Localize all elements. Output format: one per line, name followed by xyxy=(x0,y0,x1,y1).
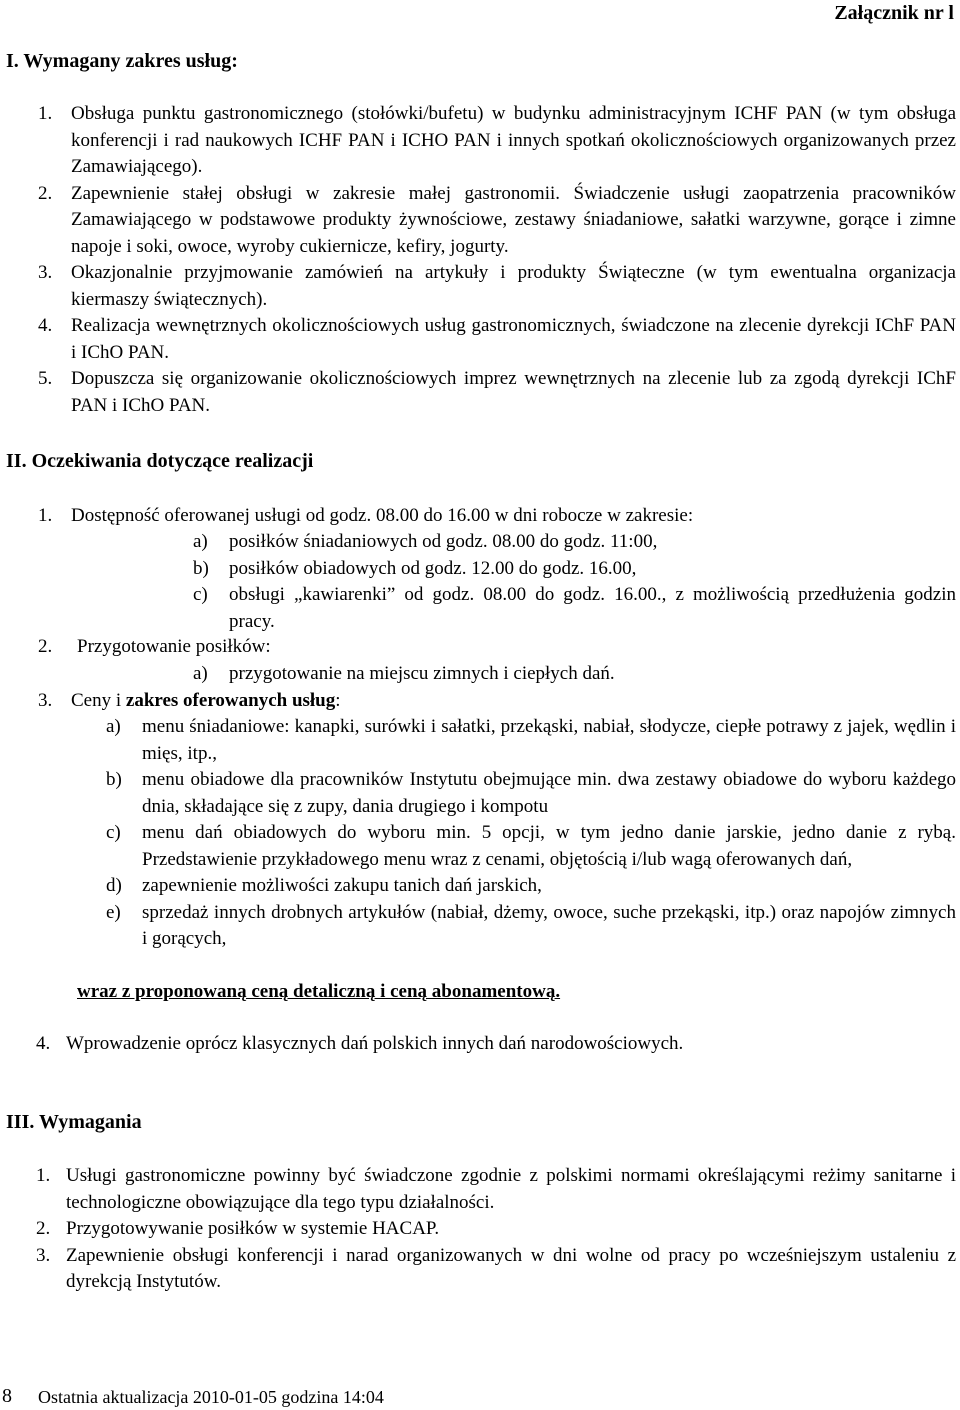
sub-text: menu dań obiadowych do wyboru min. 5 opcji, w tym jedno danie jarskie, jedno danie z rybą. Przedstawienie przykładowego menu wraz z cenami, objętością i/lub wagą oferowanych dań, xyxy=(142,822,956,870)
list-item xyxy=(38,313,956,366)
sub-text: menu śniadaniowe: kanapki, surówki i sałatki, przekąski, nabiał, słodycze, ciepłe potrawy z jajek, wędlin i mięs, itp., xyxy=(142,716,956,764)
item-text: Wprowadzenie oprócz klasycznych dań polskich innych dań narodowościowych. xyxy=(66,1033,684,1054)
sub-label: a) xyxy=(106,716,121,737)
s2-item-1 xyxy=(38,503,956,530)
sub-item xyxy=(106,714,956,767)
item-text: Przygotowanie posiłków: xyxy=(77,636,271,657)
item-text: Dopuszcza się organizowanie okolicznościowych imprez wewnętrznych na zlecenie lub za zgodą dyrekcji IChF PAN i IChO PAN. xyxy=(71,368,956,416)
s2-item-3-sublist xyxy=(106,714,956,953)
sub-label: e) xyxy=(106,901,121,923)
item-text: Obsługa punktu gastronomicznego (stołówki/bufetu) w budynku administracyjnym ICHF PAN (w tym obsługa konferencji i rad naukowych ICHF PAN i ICHO PAN i innych spotkań okolicznościowych organizowanych przez Zamawiającego). xyxy=(71,103,956,177)
section-3-heading: III. Wymagania xyxy=(6,1111,142,1133)
item-text: Usługi gastronomiczne powinny być świadczone zgodnie z polskimi normami określającymi reżimy sanitarne i technologiczne obowiązujące dla tego typu działalności. xyxy=(66,1165,956,1213)
section-1-list xyxy=(38,101,956,419)
list-item xyxy=(36,1163,956,1216)
item-number: 3. xyxy=(38,690,53,711)
item-number: 5. xyxy=(38,368,53,389)
item-number: 1. xyxy=(38,103,53,124)
item-text: Przygotowywanie posiłków w systemie HACAP. xyxy=(66,1218,440,1239)
list-item xyxy=(38,181,956,261)
item-text: Zapewnienie stałej obsługi w zakresie małej gastronomii. Świadczenie usługi zaopatrzenia pracowników Zamawiającego w podstawowe produkty żywnościowe, zestawy śniadaniowe, sałatki warzywne, gorące i zimne napoje i soki, owoce, wyroby cukiernicze, kefiry, jogurty. xyxy=(71,182,956,257)
sub-label: a) xyxy=(193,531,208,552)
annex-label: Załącznik nr l xyxy=(834,2,954,24)
item-number: 2. xyxy=(38,182,53,204)
sub-item xyxy=(106,873,956,900)
item-text: Realizacja wewnętrznych okolicznościowych usług gastronomicznych, świadczone na zlecenie dyrekcji IChF PAN i IChO PAN. xyxy=(71,315,956,363)
item-number: 1. xyxy=(38,505,53,526)
sub-label: c) xyxy=(106,822,121,843)
item-number: 2. xyxy=(38,636,53,657)
section-3-list xyxy=(36,1163,956,1296)
item-number: 4. xyxy=(36,1033,51,1054)
page-number: 8 xyxy=(2,1385,12,1407)
sub-text: posiłków obiadowych od godz. 12.00 do godz. 16.00, xyxy=(229,557,637,579)
list-item xyxy=(38,101,956,181)
item-text: Ceny i xyxy=(71,690,126,711)
s2-item-1-sublist xyxy=(193,529,956,635)
last-updated: Ostatnia aktualizacja 2010-01-05 godzina 14:04 xyxy=(38,1387,384,1407)
section-2-heading: II. Oczekiwania dotyczące realizacji xyxy=(6,450,314,472)
price-note: wraz z proponowaną ceną detaliczną i ceną abonamentową. xyxy=(77,981,561,1002)
item-text: Okazjonalnie przyjmowanie zamówień na artykuły i produkty Świąteczne (w tym ewentualna organizacja kiermaszy świątecznych). xyxy=(71,262,956,310)
s2-item-4 xyxy=(36,1031,956,1058)
list-item xyxy=(38,366,956,419)
s2-item-2-sublist xyxy=(193,661,956,688)
item-number: 1. xyxy=(36,1165,51,1186)
sub-label: a) xyxy=(193,663,208,684)
sub-label: d) xyxy=(106,875,122,896)
sub-label: c) xyxy=(193,584,208,605)
section-1-heading: I. Wymagany zakres usług: xyxy=(6,50,238,72)
s2-item-2 xyxy=(38,634,956,661)
s2-item-3 xyxy=(38,688,956,715)
item-text-bold: zakres oferowanych usług xyxy=(125,690,336,711)
sub-text: menu obiadowe dla pracowników Instytutu obejmujące min. dwa zestawy obiadowe do wyboru każdego dnia, składające się z zupy, dania drugiego i kompotu xyxy=(142,769,956,817)
item-number: 4. xyxy=(38,315,53,336)
item-text: Dostępność oferowanej usługi od godz. 08.00 do 16.00 w dni robocze w zakresie: xyxy=(71,505,694,526)
sub-item xyxy=(106,820,956,873)
sub-item xyxy=(193,529,956,556)
sub-text: zapewnienie możliwości zakupu tanich dań jarskich, xyxy=(142,875,542,896)
sub-text: przygotowanie na miejscu zimnych i ciepłych dań. xyxy=(229,663,615,684)
sub-item xyxy=(106,900,956,953)
list-item xyxy=(38,260,956,313)
list-item xyxy=(36,1216,956,1243)
item-number: 3. xyxy=(38,262,53,283)
item-text-end: : xyxy=(335,690,341,711)
sub-text: obsługi „kawiarenki” od godz. 08.00 do godz. 16.00., z możliwością przedłużenia godzin pracy. xyxy=(229,584,956,632)
sub-text: posiłków śniadaniowych od godz. 08.00 do godz. 11:00, xyxy=(229,531,658,552)
item-number: 3. xyxy=(36,1244,51,1266)
sub-item xyxy=(193,556,956,583)
item-text: Zapewnienie obsługi konferencji i narad organizowanych w dni wolne od pracy po wcześniejszym ustaleniu z dyrekcją Instytutów. xyxy=(66,1244,956,1292)
sub-label: b) xyxy=(106,769,122,790)
sub-item xyxy=(193,661,956,688)
sub-item xyxy=(193,582,956,635)
sub-label: b) xyxy=(193,557,209,579)
list-item xyxy=(36,1243,956,1296)
sub-item xyxy=(106,767,956,820)
item-number: 2. xyxy=(36,1218,51,1239)
sub-text: sprzedaż innych drobnych artykułów (nabiał, dżemy, owoce, suche przekąski, itp.) oraz napojów zimnych i gorących, xyxy=(142,901,956,949)
